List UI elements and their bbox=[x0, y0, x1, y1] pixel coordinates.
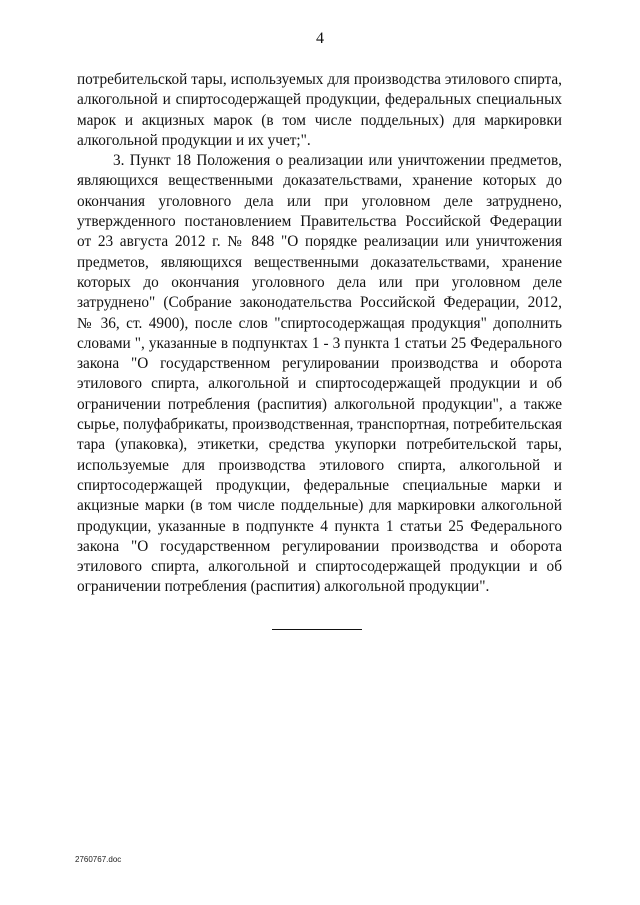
text-line: утвержденного постановлением Правительства Российской Федерации bbox=[77, 213, 562, 231]
text-line: акцизные марки (в том числе поддельные) для маркировки алкогольной bbox=[77, 497, 562, 515]
text-line: являющихся вещественными доказательствами, хранение которых до bbox=[77, 172, 562, 190]
text-line: ограничении потребления (распития) алкогольной продукции". bbox=[77, 578, 490, 596]
end-divider bbox=[272, 629, 362, 630]
text-line: потребительской тары, используемых для производства этилового спирта, bbox=[77, 71, 562, 88]
text-line: алкогольной продукции и их учет;". bbox=[77, 131, 311, 149]
text-line: спиртосодержащей продукции, федеральные специальные марки и bbox=[77, 476, 562, 494]
text-line: ограничении потребления (распития) алкогольной продукции", а также bbox=[77, 395, 562, 413]
text-line: окончания уголовного дела или при уголовном деле затруднено, bbox=[77, 192, 562, 210]
text-line: используемые для производства этилового спирта, алкогольной и bbox=[77, 456, 562, 474]
paragraph-first-line: 3. Пункт 18 Положения о реализации или уничтожении предметов, bbox=[113, 152, 562, 170]
text-line: которых до окончания уголовного дела или при уголовном деле bbox=[77, 273, 562, 291]
text-line: от 23 августа 2012 г. № 848 "О порядке реализации или уничтожения bbox=[77, 233, 562, 251]
page-number: 4 bbox=[316, 30, 324, 47]
text-line: закона "О государственном регулировании производства и оборота bbox=[77, 355, 562, 373]
text-line: этилового спирта, алкогольной и спиртосодержащей продукции и об bbox=[77, 558, 562, 576]
text-line: тара (упаковка), этикетки, средства укупорки потребительской тары, bbox=[77, 436, 562, 454]
text-line: марок и акцизных марок (в том числе поддельных) для маркировки bbox=[77, 111, 562, 129]
text-line: словами ", указанные в подпунктах 1 - 3 пункта 1 статьи 25 Федерального bbox=[77, 334, 562, 352]
text-line: сырье, полуфабрикаты, производственная, транспортная, потребительская bbox=[77, 416, 562, 434]
text-line: продукции, указанные в подпункте 4 пункта 1 статьи 25 Федерального bbox=[77, 517, 562, 535]
text-line: закона "О государственном регулировании производства и оборота bbox=[77, 537, 562, 555]
text-line: этилового спирта, алкогольной и спиртосодержащей продукции и об bbox=[77, 375, 562, 393]
text-line: алкогольной и спиртосодержащей продукции, федеральных специальных bbox=[77, 91, 562, 109]
text-line: предметов, являющихся вещественными доказательствами, хранение bbox=[77, 253, 562, 271]
document-body bbox=[77, 70, 562, 598]
text-line: затруднено" (Собрание законодательства Российской Федерации, 2012, bbox=[77, 294, 562, 312]
text-line: № 36, ст. 4900), после слов "спиртосодержащая продукция" дополнить bbox=[77, 314, 562, 332]
footer-file-name: 2760767.doc bbox=[75, 855, 122, 864]
